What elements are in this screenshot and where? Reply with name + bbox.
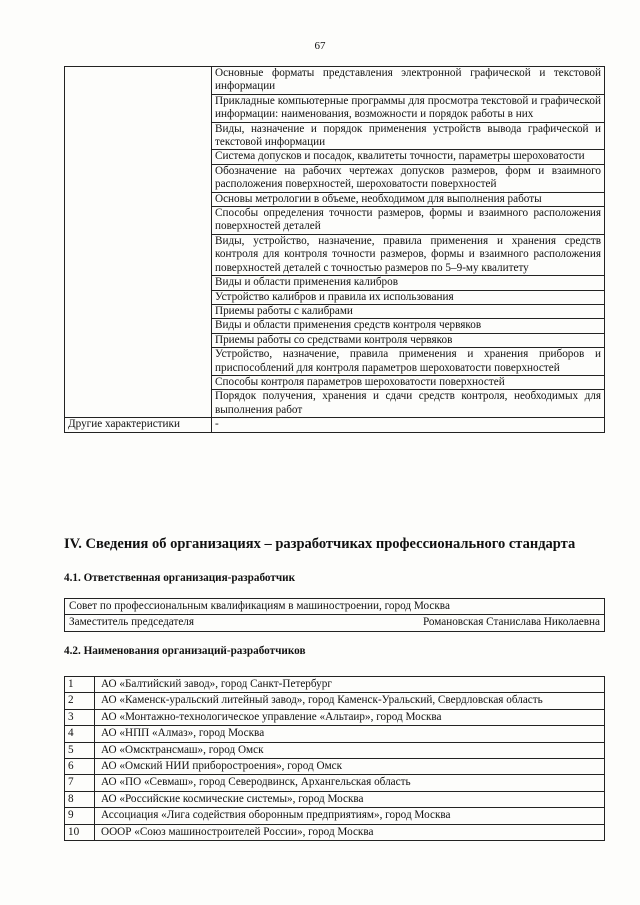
other-characteristics-value: - [212,418,605,432]
table-row [65,759,605,775]
organization-name: ОООР «Союз машиностроителей России», город Москва [95,824,605,840]
knowledge-item: Основные форматы представления электронной графической и текстовой информации [212,67,605,95]
organization-name: АО «Балтийский завод», город Санкт-Петербург [95,677,605,693]
responsible-table [64,598,605,632]
knowledge-table [64,66,605,433]
knowledge-item: Виды, назначение и порядок применения устройств вывода графической и текстовой информации [212,122,605,150]
developers-heading: 4.2. Наименования организаций-разработчиков [64,645,306,657]
knowledge-item: Способы контроля параметров шероховатости поверхностей [212,375,605,389]
signatory-cell [65,615,605,631]
organization-name: АО «НПП «Алмаз», город Москва [95,726,605,742]
signatory-position: Заместитель председателя [69,616,195,629]
knowledge-item: Виды и области применения средств контроля червяков [212,319,605,333]
responsible-heading: 4.1. Ответственная организация-разработчик [64,572,296,584]
organization-name: АО «Омсктрансмаш», город Омск [95,742,605,758]
organization-name: АО «Омский НИИ приборостроения», город Омск [95,759,605,775]
knowledge-item: Порядок получения, хранения и сдачи средств контроля, необходимых для выполнения работ [212,390,605,418]
table-row [65,775,605,791]
table-row [65,615,605,631]
row-number: 10 [65,824,95,840]
knowledge-item: Обозначение на рабочих чертежах допусков размеров, форм и взаимного расположения поверхностей, шероховатости поверхностей [212,164,605,192]
knowledge-item: Прикладные компьютерные программы для просмотра текстовой и графической информации: наименования, возможности и порядок работы в них [212,94,605,122]
table-row [65,709,605,725]
table-row [65,808,605,824]
organization-name: АО «Монтажно-технологическое управление «Альтаир», город Москва [95,709,605,725]
other-characteristics-label: Другие характеристики [65,418,212,432]
knowledge-item: Виды и области применения калибров [212,276,605,290]
table-row [65,418,605,432]
knowledge-item: Приемы работы с калибрами [212,304,605,318]
table-row [65,824,605,840]
empty-label-cell [65,67,212,418]
row-number: 9 [65,808,95,824]
organization-name: Ассоциация «Лига содействия оборонным предприятиям», город Москва [95,808,605,824]
row-number: 1 [65,677,95,693]
knowledge-item: Приемы работы со средствами контроля червяков [212,333,605,347]
row-number: 5 [65,742,95,758]
row-number: 2 [65,693,95,709]
knowledge-item: Система допусков и посадок, квалитеты точности, параметры шероховатости [212,150,605,164]
row-number: 4 [65,726,95,742]
table-row [65,693,605,709]
section-title: IV. Сведения об организациях – разработчиках профессионального стандарта [64,536,576,552]
table-row [65,791,605,807]
page-number: 67 [314,40,326,52]
table-row [65,599,605,615]
row-number: 7 [65,775,95,791]
organization-name: АО «Российские космические системы», город Москва [95,791,605,807]
knowledge-item: Основы метрологии в объеме, необходимом для выполнения работы [212,192,605,206]
signatory-name: Романовская Станислава Николаевна [422,616,600,629]
table-row [65,726,605,742]
table-row [65,677,605,693]
knowledge-item: Устройство калибров и правила их использования [212,290,605,304]
developers-table [64,676,605,841]
table-row [65,67,605,95]
organization-name: АО «ПО «Севмаш», город Северодвинск, Архангельская область [95,775,605,791]
knowledge-item: Устройство, назначение, правила применения и хранения приборов и приспособлений для контроля параметров шероховатости поверхностей [212,348,605,376]
row-number: 6 [65,759,95,775]
knowledge-item: Виды, устройство, назначение, правила применения и хранения средств контроля для контроля точности размеров, формы и взаимного расположения поверхностей деталей с точностью размеров по 5–9-му квалитету [212,234,605,275]
knowledge-item: Способы определения точности размеров, формы и взаимного расположения поверхностей деталей [212,207,605,235]
row-number: 8 [65,791,95,807]
responsible-organization: Совет по профессиональным квалификациям в машиностроении, город Москва [65,599,605,615]
table-row [65,742,605,758]
row-number: 3 [65,709,95,725]
organization-name: АО «Каменск-уральский литейный завод», город Каменск-Уральский, Свердловская область [95,693,605,709]
